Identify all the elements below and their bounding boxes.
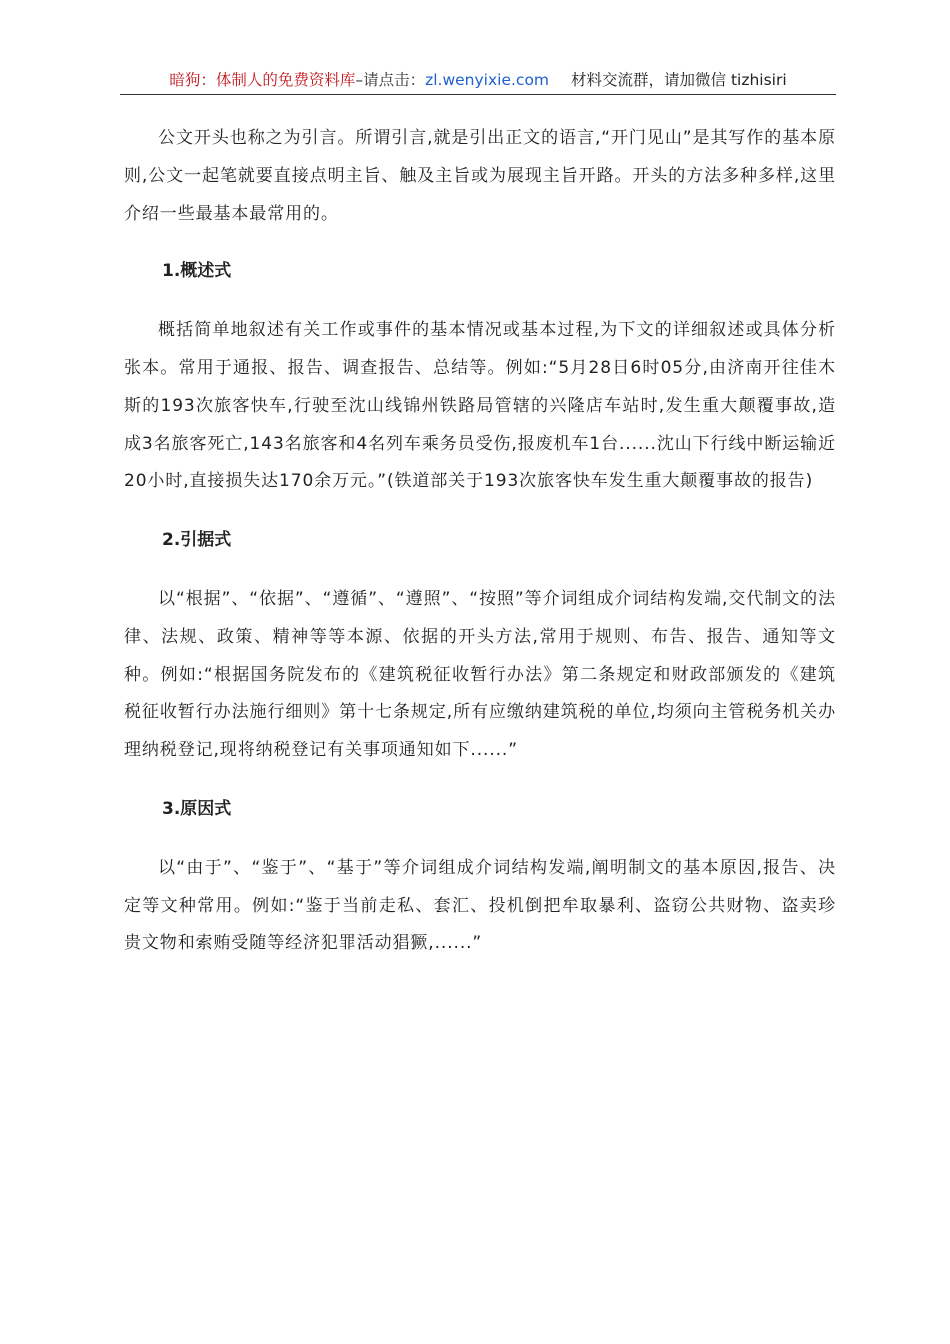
section-body-2: 以“根据”、“依据”、“遵循”、“遵照”、“按照”等介词组成介词结构发端,交代制文的法律、法规、政策、精神等等本源、依据的开头方法,常用于规则、布告、报告、通知等文种。例如:“根据国务院发布的《建筑税征收暂行办法》第二条规定和财政部颁发的《建筑税征收暂行办法施行细则》第十七条规定,所有应缴纳建筑税的单位,均须向主管税务机关办理纳税登记,现将纳税登记有关事项通知如下......”	[124, 588, 836, 761]
header-separator: –请点击：	[355, 71, 426, 89]
page-header	[120, 68, 836, 95]
section-body-1: 概括简单地叙述有关工作或事件的基本情况或基本过程,为下文的详细叙述或具体分析张本。常用于通报、报告、调查报告、总结等。例如:“5月28日6时05分,由济南开往佳木斯的193次旅客快车,行驶至沈山线锦州铁路局管辖的兴隆店车站时,发生重大颠覆事故,造成3名旅客死亡,143名旅客和4名列车乘务员受伤,报废机车1台......沈山下行线中断运输近20小时,直接损失达170余万元。”(铁道部关于193次旅客快车发生重大颠覆事故的报告)	[124, 320, 836, 492]
header-link[interactable]: zl.wenyixie.com	[425, 71, 550, 89]
header-brand: 暗狗：体制人的免费资料库	[169, 71, 356, 89]
section-body-3: 以“由于”、“鉴于”、“基于”等介词组成介词结构发端,阐明制文的基本原因,报告、决定等文种常用。例如:“鉴于当前走私、套汇、投机倒把牟取暴利、盗窃公共财物、盗卖珍贵文物和索贿受随等经济犯罪活动猖獗,......”	[124, 857, 836, 954]
document-body	[124, 120, 836, 984]
section-heading-1: 1.概述式	[162, 261, 232, 282]
header-contact: 材料交流群，请加微信 tizhisiri	[571, 71, 787, 89]
section-heading-2: 2.引据式	[162, 530, 232, 551]
section-heading-3: 3.原因式	[162, 798, 232, 819]
intro-paragraph: 公文开头也称之为引言。所谓引言,就是引出正文的语言,“开门见山”是其写作的基本原则,公文一起笔就要直接点明主旨、触及主旨或为展现主旨开路。开头的方法多种多样,这里介绍一些最基本最常用的。	[124, 128, 836, 224]
